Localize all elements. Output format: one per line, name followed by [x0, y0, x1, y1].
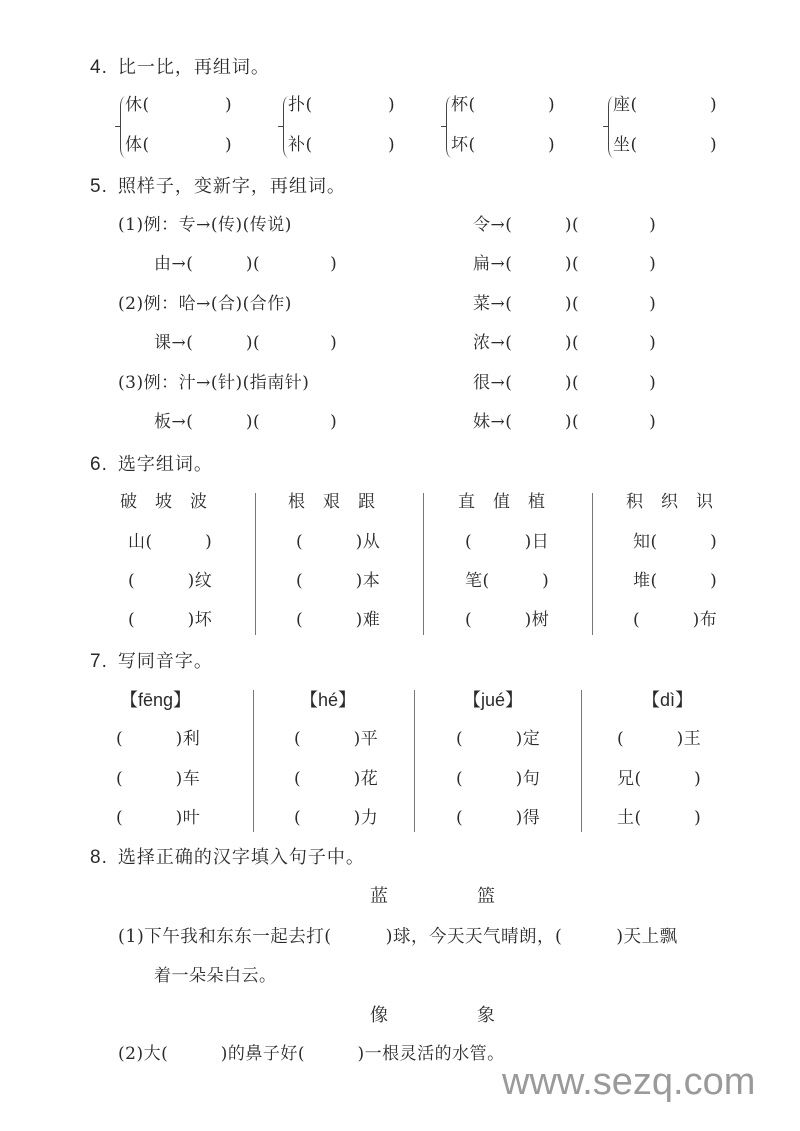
q8-part2-line1: (2)大( )的鼻子好( )一根灵活的水管。 — [118, 1044, 505, 1064]
q4-pair3-bottom: 坏( — [451, 135, 476, 155]
q4-pair3-bottom-close: ) — [548, 135, 556, 155]
q8-part1-choice: 蓝 — [370, 886, 388, 907]
q5-left-row: 板→( )( ) — [154, 412, 338, 432]
q4-pair4-bottom-close: ) — [710, 135, 718, 155]
watermark: www.sezq.com — [502, 1061, 756, 1103]
q4-pair4-bottom: 坐( — [613, 135, 638, 155]
q4-pair1-top-close: ) — [225, 95, 233, 115]
q7-title: 写同音字。 — [117, 651, 213, 672]
q6-group2-chars: 根 艰 跟 — [288, 492, 376, 512]
q6-group4-item: ( )布 — [633, 610, 718, 630]
q7-group3-item: ( )句 — [456, 769, 541, 789]
q7-group2-item: ( )花 — [294, 769, 379, 789]
q6-group4-item: 知( ) — [633, 532, 718, 552]
q5-right-row: 扁→( )( ) — [473, 254, 657, 274]
q5-right-row: 妹→( )( ) — [473, 412, 657, 432]
q7-group1-pinyin: 【fēng】 — [120, 690, 192, 710]
column-divider — [255, 493, 256, 635]
q7-group1-item: ( )利 — [116, 729, 201, 749]
q7-heading — [90, 652, 213, 671]
column-divider — [423, 493, 424, 635]
q4-pair2-top: 扑( — [288, 95, 313, 115]
q5-left-row: 课→( )( ) — [154, 333, 338, 353]
q7-group4-item: 兄( ) — [617, 769, 702, 789]
q4-pair2-top-close: ) — [388, 95, 396, 115]
q7-group3-item: ( )得 — [456, 808, 541, 828]
q4-pair2-bottom: 补( — [288, 135, 313, 155]
q4-pair1-bottom: 体( — [125, 135, 150, 155]
q6-group4-chars: 积 织 识 — [626, 492, 714, 512]
q4-pair1-bottom-close: ) — [225, 135, 233, 155]
q6-number: 6. — [90, 454, 108, 475]
q5-right-row: 菜→( )( ) — [473, 294, 657, 314]
q8-part2-choice: 像 — [370, 1005, 388, 1026]
q6-group1-item: ( )纹 — [128, 571, 213, 591]
q8-part1-choice: 篮 — [477, 886, 495, 907]
q5-right-row: 浓→( )( ) — [473, 333, 657, 353]
q5-left-row: (3)例：汁→(针)(指南针) — [118, 373, 310, 393]
q5-left-row: 由→( )( ) — [154, 254, 338, 274]
q6-title: 选字组词。 — [117, 454, 213, 475]
q8-part1-line2: 着一朵朵白云。 — [154, 966, 277, 986]
q5-left-row: (1)例：专→(传)(传说) — [118, 215, 292, 235]
q6-group3-chars: 直 值 植 — [458, 492, 546, 512]
q6-group2-item: ( )从 — [296, 532, 381, 552]
q5-right-row: 很→( )( ) — [473, 373, 657, 393]
q7-group2-pinyin: 【hé】 — [300, 690, 357, 710]
q6-group3-item: ( )树 — [465, 610, 550, 630]
q4-heading — [90, 58, 270, 77]
q5-number: 5. — [90, 176, 108, 197]
q6-group2-item: ( )难 — [296, 610, 381, 630]
q6-group2-item: ( )本 — [296, 571, 381, 591]
q7-group2-item: ( )力 — [294, 808, 379, 828]
q7-group4-item: ( )王 — [617, 729, 702, 749]
q5-left-row: (2)例：哈→(合)(合作) — [118, 294, 292, 314]
column-divider — [581, 690, 582, 832]
q4-pair3-top: 杯( — [451, 95, 476, 115]
q8-part2-choice: 象 — [477, 1005, 495, 1026]
q5-heading — [90, 177, 346, 196]
q4-pair4-top: 座( — [613, 95, 638, 115]
q6-group1-item: ( )坏 — [128, 610, 213, 630]
q5-right-row: 令→( )( ) — [473, 215, 657, 235]
q4-pair3-top-close: ) — [548, 95, 556, 115]
q5-title: 照样子，变新字，再组词。 — [117, 176, 346, 197]
q7-group2-item: ( )平 — [294, 729, 379, 749]
q7-group3-pinyin: 【jué】 — [463, 690, 524, 710]
q4-pair1-top: 休( — [125, 95, 150, 115]
q6-group4-item: 堆( ) — [633, 571, 718, 591]
q6-group3-item: ( )日 — [465, 532, 550, 552]
q8-title: 选择正确的汉字填入句子中。 — [117, 847, 365, 868]
column-divider — [414, 690, 415, 832]
q7-group4-pinyin: 【dì】 — [642, 690, 694, 710]
q8-number: 8. — [90, 847, 108, 868]
q6-group3-item: 笔( ) — [465, 571, 550, 591]
q8-heading — [90, 848, 365, 867]
q6-heading — [90, 455, 213, 474]
q7-group4-item: 土( ) — [617, 808, 702, 828]
q6-group1-item: 山( ) — [128, 532, 213, 552]
q4-number: 4. — [90, 57, 108, 78]
q8-part1-line1: (1)下午我和东东一起去打( )球，今天天气晴朗，( )天上飘 — [118, 927, 678, 947]
q7-group1-item: ( )车 — [116, 769, 201, 789]
q4-pair2-bottom-close: ) — [388, 135, 396, 155]
column-divider — [253, 690, 254, 832]
q7-group1-item: ( )叶 — [116, 808, 201, 828]
q4-title: 比一比，再组词。 — [117, 57, 270, 78]
column-divider — [592, 493, 593, 635]
q6-group1-chars: 破 坡 波 — [120, 492, 208, 512]
q7-group3-item: ( )定 — [456, 729, 541, 749]
q4-pair4-top-close: ) — [710, 95, 718, 115]
q7-number: 7. — [90, 651, 108, 672]
